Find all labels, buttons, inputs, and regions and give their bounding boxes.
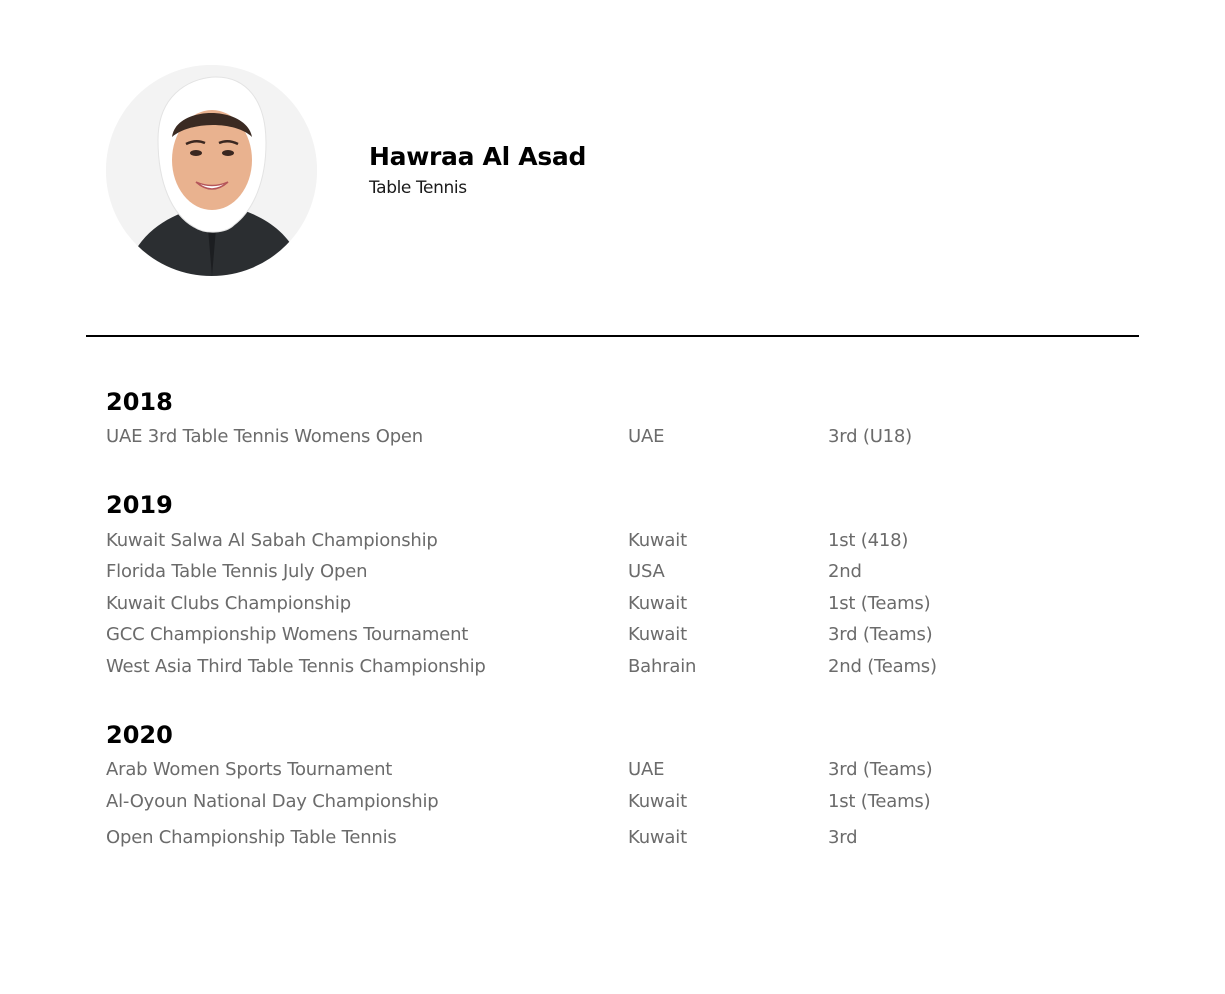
event-country: Bahrain xyxy=(628,656,697,677)
profile-photo xyxy=(106,65,317,276)
event-result: 3rd (U18) xyxy=(828,426,913,447)
results-row xyxy=(0,624,1225,648)
year-heading-2019: 2019 xyxy=(106,491,173,519)
event-country: Kuwait xyxy=(628,530,687,551)
event-name: West Asia Third Table Tennis Championship xyxy=(106,656,486,677)
results-row xyxy=(0,791,1225,815)
event-result: 2nd (Teams) xyxy=(828,656,937,677)
results-row xyxy=(0,827,1225,851)
header-divider xyxy=(86,335,1139,337)
event-name: Al-Oyoun National Day Championship xyxy=(106,791,439,812)
event-name: UAE 3rd Table Tennis Womens Open xyxy=(106,426,424,447)
event-name: GCC Championship Womens Tournament xyxy=(106,624,469,645)
event-name: Kuwait Clubs Championship xyxy=(106,593,351,614)
event-result: 2nd xyxy=(828,561,862,582)
results-row xyxy=(0,656,1225,680)
results-row xyxy=(0,561,1225,585)
event-result: 3rd xyxy=(828,827,858,848)
event-country: Kuwait xyxy=(628,593,687,614)
event-country: Kuwait xyxy=(628,791,687,812)
event-result: 3rd (Teams) xyxy=(828,624,933,645)
portrait-image xyxy=(106,65,317,276)
event-result: 1st (418) xyxy=(828,530,909,551)
event-name: Open Championship Table Tennis xyxy=(106,827,397,848)
event-result: 1st (Teams) xyxy=(828,593,931,614)
athlete-name: Hawraa Al Asad xyxy=(369,142,587,171)
event-result: 3rd (Teams) xyxy=(828,759,933,780)
results-row xyxy=(0,426,1225,450)
year-heading-2018: 2018 xyxy=(106,388,173,416)
event-name: Arab Women Sports Tournament xyxy=(106,759,393,780)
results-row xyxy=(0,759,1225,783)
results-row xyxy=(0,593,1225,617)
event-name: Kuwait Salwa Al Sabah Championship xyxy=(106,530,438,551)
event-country: Kuwait xyxy=(628,624,687,645)
results-row xyxy=(0,530,1225,554)
athlete-sport: Table Tennis xyxy=(369,178,467,198)
event-country: UAE xyxy=(628,759,665,780)
event-country: Kuwait xyxy=(628,827,687,848)
event-country: USA xyxy=(628,561,665,582)
event-country: UAE xyxy=(628,426,665,447)
event-result: 1st (Teams) xyxy=(828,791,931,812)
event-name: Florida Table Tennis July Open xyxy=(106,561,368,582)
year-heading-2020: 2020 xyxy=(106,721,173,749)
